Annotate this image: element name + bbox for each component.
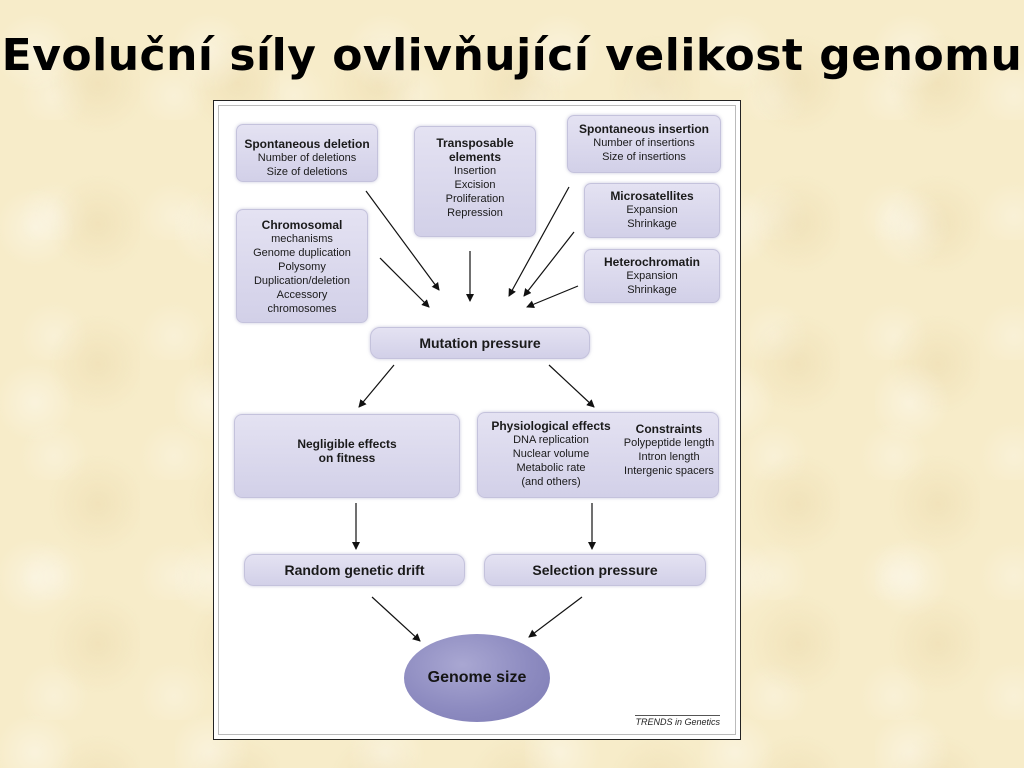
negligible-effects-label: on fitness [318,451,376,465]
transposable-elements-line: Proliferation [445,193,505,205]
arrow-drift-to-genome [372,597,420,641]
heterochromatin-box [584,249,720,303]
chromosomal-line: Duplication/deletion [253,275,350,287]
chromosomal-line: chromosomes [267,303,337,315]
transposable-elements-line: Excision [454,179,496,191]
physiological-effects-title: Physiological effects [491,419,611,433]
arrow-selection-to-genome [529,597,582,637]
spontaneous-deletion-line: Size of deletions [266,166,348,178]
arrow-chromosomal-to-mutation [380,258,429,307]
genome-size-label: Genome size [427,669,527,686]
genome-size-node [404,634,550,722]
physiological-effects-line: Nuclear volume [512,448,590,460]
mutation-pressure-label: Mutation pressure [419,335,541,351]
physiological-effects-line: Metabolic rate [516,462,586,474]
spontaneous-deletion-title: Spontaneous deletion [244,137,370,151]
spontaneous-deletion-line: Number of deletions [257,152,357,164]
arrow-microsatellites-to-mutation [524,232,574,296]
spontaneous-insertion-box [567,115,721,173]
heterochromatin-title: Heterochromatin [603,255,701,269]
physiological-effects-box [477,412,719,498]
microsatellites-title: Microsatellites [610,189,694,203]
selection-pressure-label: Selection pressure [532,562,658,578]
chromosomal-line: Accessory [276,289,328,301]
constraints-line: Intron length [638,451,700,463]
slide-title: Evoluční síly ovlivňující velikost genomu [1,30,1023,81]
figure-credit: TRENDS in Genetics [635,717,720,727]
random-genetic-drift-label: Random genetic drift [284,562,425,578]
spontaneous-insertion-line: Number of insertions [593,137,695,149]
constraints-column [620,422,718,478]
microsatellites-line: Shrinkage [627,218,677,230]
selection-pressure-box [484,554,706,586]
physiological-effects-line: (and others) [521,476,581,488]
constraints-title: Constraints [635,422,703,436]
transposable-elements-title: Transposable [436,136,514,150]
mutation-pressure-box [370,327,590,359]
chromosomal-line: Polysomy [278,261,326,273]
microsatellites-line: Expansion [626,204,678,216]
spontaneous-deletion-box [236,124,378,182]
chromosomal-title: Chromosomal [261,218,343,232]
constraints-line: Intergenic spacers [624,465,714,477]
spontaneous-insertion-title: Spontaneous insertion [578,122,709,136]
arrow-mutation-to-negligible [359,365,394,407]
chromosomal-line: Genome duplication [253,247,351,259]
heterochromatin-line: Shrinkage [627,284,677,296]
chromosomal-box [236,209,368,323]
negligible-effects-box [234,414,460,498]
chromosomal-line: mechanisms [271,233,333,245]
arrow-heterochromatin-to-mutation [527,286,578,307]
negligible-effects-label: Negligible effects [297,437,397,451]
microsatellites-box [584,183,720,238]
transposable-elements-title: elements [448,150,502,164]
random-genetic-drift-box [244,554,465,586]
transposable-elements-box [414,126,536,237]
constraints-line: Polypeptide length [623,437,715,449]
transposable-elements-line: Repression [447,207,503,219]
transposable-elements-line: Insertion [453,165,497,177]
arrow-mutation-to-physiological [549,365,594,407]
spontaneous-insertion-line: Size of insertions [602,151,686,163]
physiological-effects-column [484,419,618,489]
heterochromatin-line: Expansion [626,270,678,282]
physiological-effects-line: DNA replication [513,434,589,446]
genome-size-diagram [213,100,741,740]
